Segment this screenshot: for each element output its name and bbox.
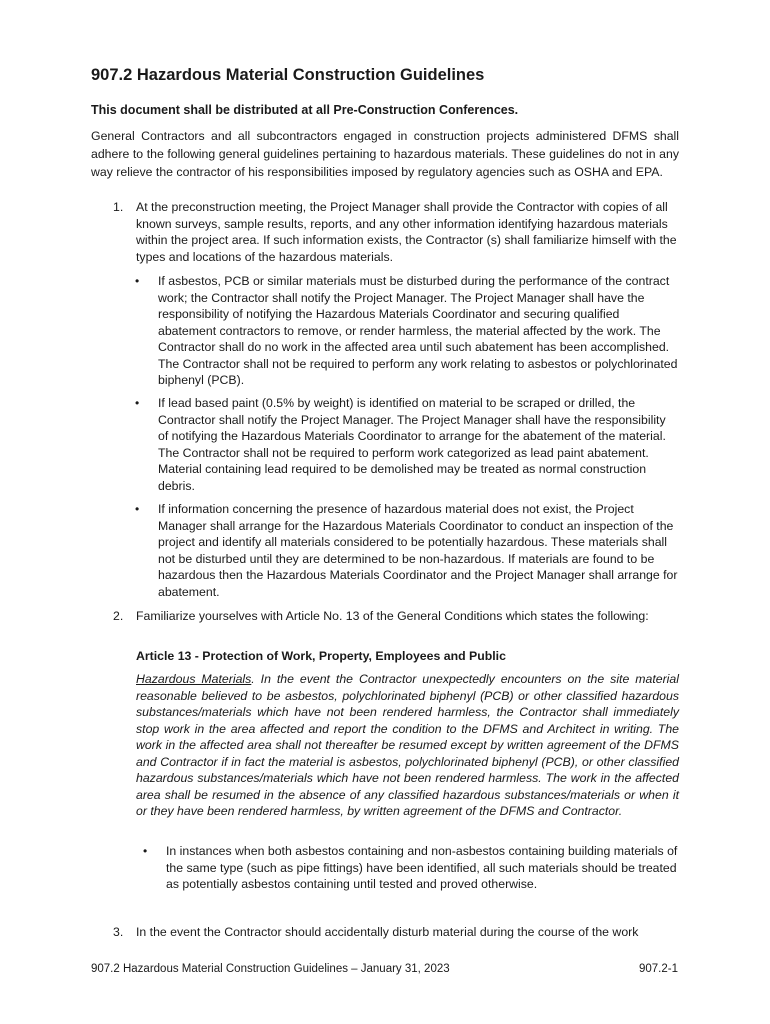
- bullet-icon: •: [135, 274, 140, 288]
- intro-paragraph: General Contractors and all subcontractors engaged in construction projects administered DFMS shall adhere to the following general guidelines pertaining to hazardous materials. These guidelines do not in any way relieve the contractor of his responsibilities imposed by regulatory agencies such as OSHA and EPA.: [91, 129, 679, 179]
- article-13-text: [136, 671, 679, 820]
- item-number: 2.: [113, 609, 124, 623]
- item-1-text: At the preconstruction meeting, the Project Manager shall provide the Contractor with copies of all known surveys, sample results, reports, and any other information identifying hazardous materials within the project area. If such information exists, the Contractor (s) shall familiarize himself with the types and locations of the hazardous materials.: [136, 200, 677, 264]
- page-title: 907.2 Hazardous Material Construction Guidelines: [91, 66, 485, 84]
- distribution-note: This document shall be distributed at all Pre-Construction Conferences.: [91, 103, 519, 117]
- item-number: 1.: [113, 200, 124, 214]
- page-number: 907.2-1: [638, 963, 678, 975]
- item-number: 3.: [113, 925, 124, 939]
- item-1-bullet-2: If lead based paint (0.5% by weight) is identified on material to be scraped or drilled, the Contractor shall notify the Project Manager. The Project Manager shall have the responsibility of notifying the Hazardous Materials Coordinator to arrange for the abatement of the material. The Contractor shall not be required to perform work categorized as lead paint abatement. Material containing lead required to be demolished may be treated as normal construction debris.: [158, 396, 666, 493]
- bullet-icon: •: [135, 396, 140, 410]
- item-3-text: In the event the Contractor should accidentally disturb material during the course of the work: [136, 925, 639, 939]
- article-body: . In the event the Contractor unexpectedly encounters on the site material reasonable believed to be asbestos, polychlorinated biphenyl (PCB) or other classified hazardous substances/materials which have not been rendered harmless, the Contractor shall immediately stop work in the area affected and report the condition to the DFMS and Architect in writing. The work in the affected area shall not thereafter be resumed except by written agreement of the DFMS and Contractor if in fact the material is asbestos, polychlorinated biphenyl (PCB), or other classified hazardous substances/materials which have not been rendered harmless. The work in the affected area shall be resumed in the absence of any classified hazardous substances/materials or when it or they have been rendered harmless, by written agreement of the DFMS and Contractor.: [136, 672, 679, 818]
- item-1-bullet-3: If information concerning the presence of hazardous material does not exist, the Project Manager shall arrange for the Hazardous Materials Coordinator to conduct an inspection of the project and identify all materials considered to be potentially hazardous. These materials shall not be disturbed until they are determined to be non-hazardous. If materials are found to be hazardous then the Hazardous Materials Coordinator and the Project Manager shall arrange for abatement.: [158, 502, 678, 599]
- article-heading: Article 13 - Protection of Work, Property, Employees and Public: [136, 649, 506, 663]
- bullet-icon: •: [143, 844, 148, 858]
- article-term: Hazardous Materials: [136, 672, 252, 686]
- item-2-bullet-1: In instances when both asbestos containing and non-asbestos containing building materials of the same type (such as pipe fittings) have been identified, all such materials should be treated as potentially asbestos containing until tested and proved otherwise.: [166, 844, 678, 891]
- item-2-text: Familiarize yourselves with Article No. 13 of the General Conditions which states the following:: [136, 609, 649, 623]
- bullet-icon: •: [135, 502, 140, 516]
- footer-title: 907.2 Hazardous Material Construction Guidelines – January 31, 2023: [91, 963, 450, 975]
- item-1-bullet-1: If asbestos, PCB or similar materials must be disturbed during the performance of the contract work; the Contractor shall notify the Project Manager. The Project Manager shall have the responsibility of notifying the Hazardous Materials Coordinator and securing qualified abatement contractors to remove, or render harmless, the material affected by the work. The Contractor shall do no work in the affected area until such abatement has been accomplished. The Contractor shall not be required to perform any work relating to asbestos or polychlorinated biphenyl (PCB).: [158, 274, 678, 387]
